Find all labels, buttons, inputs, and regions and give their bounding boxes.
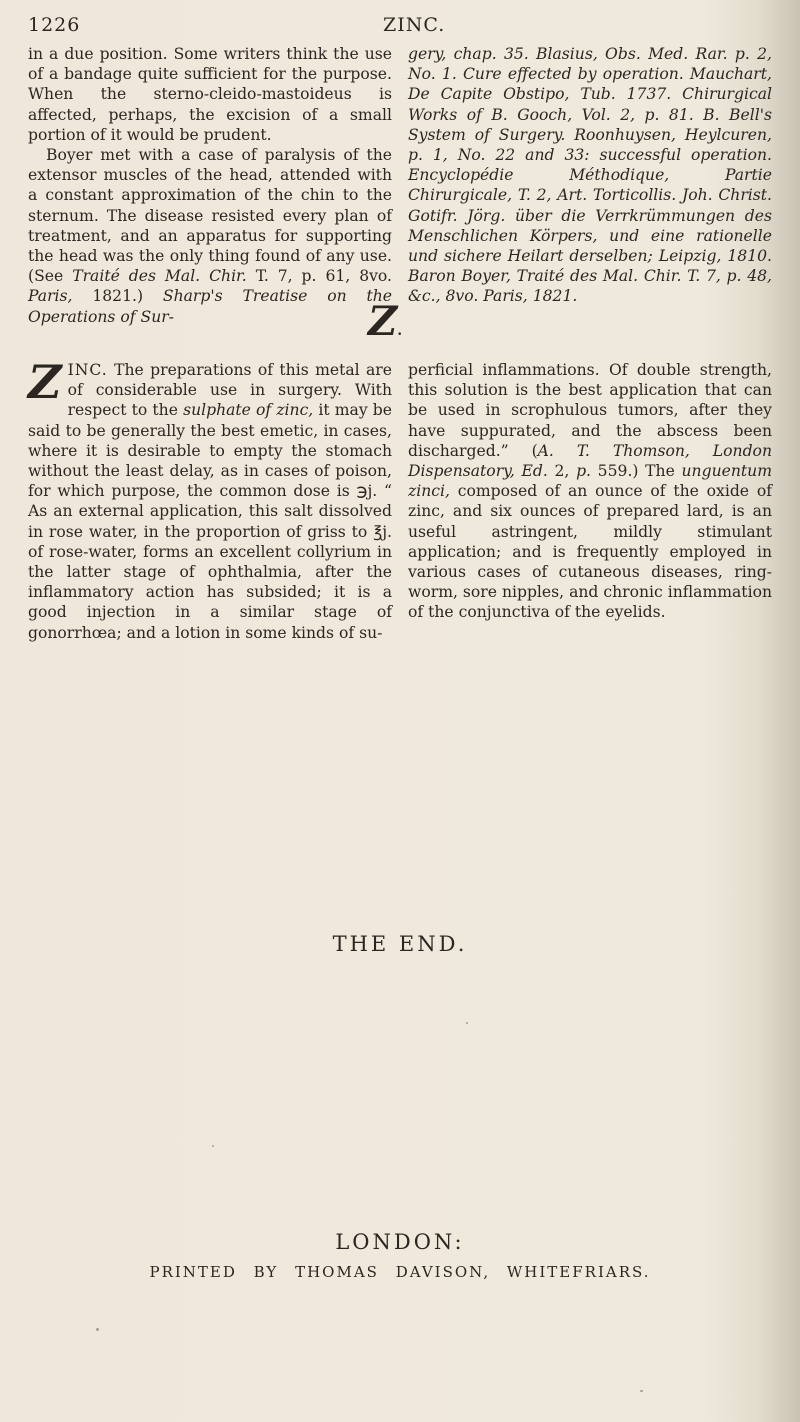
imprint-printer: PRINTED BY THOMAS DAVISON, WHITEFRIARS. — [149, 1263, 651, 1281]
references-paragraph: gery, chap. 35. Blasius, Obs. Med. Rar. p. 2, No. 1. Cure effected by operation. Mauchart, De Capite Obstipo, Tub. 1737. Chirurgical Works of B. Gooch, Vol. 2, p. 81. B. Bell's System of Surgery. Roonhuysen, Heylcuren, p. 1, No. 22 and 33: successful operation. Encyclopédie Méthodique, Partie Chirurgicale, T. 2, Art. Torticollis. Joh. Christ. Gotifr. Jörg. über die Verrkrümmungen des Menschlichen Körpers, und eine rationelle und sichere Heilart derselben; Leipzig, 1810. Baron Boyer, Traité des Mal. Chir. T. 7, p. 48, &c., 8vo. Paris, 1821. — [408, 45, 772, 306]
boyer-text-a: Boyer met with a case of paralysis of the extensor muscles of the head, attended with a constant approximation of the chin to the sternum. The disease resisted every plan of treatment, and an apparatus for supporting the head was the only thing found of any use. (See — [28, 146, 392, 286]
section-letter-glyph: Z — [368, 298, 398, 345]
zinc-r-text-1: perficial inflammations. Of double strength, this solution is the best application that can be used in scrophulous tumors, after they have suppurated, and the abscess been discharged.” ( — [408, 361, 772, 460]
sulphate-of-zinc: sulphate of zinc, — [183, 401, 314, 420]
section-letter-dot: . — [397, 323, 403, 339]
sharp-citation: Sharp's Treatise on the Operations of Sur- — [28, 287, 393, 326]
entry-headword: INC. — [67, 361, 108, 379]
paper-speck — [640, 1390, 643, 1392]
paragraph-bandage: in a due position. Some writers think the use of a bandage quite sufficient for the purpose. When the sterno-cleido-mastoideus is affected, perhaps, the excision of a small portion of it would be prudent. — [28, 45, 392, 144]
zinc-entry-left-column — [28, 355, 392, 643]
zinc-r-text-7: composed of an ounce of the oxide of zinc, and six ounces of prepared lard, is an useful astringent, mildly stimulant application; and is frequently employed in various cases of cutaneous diseases, ring-worm, sore nipples, and chronic inflammation of the conjunctiva of the eyelids. — [408, 482, 772, 622]
running-title: ZINC. — [383, 14, 446, 36]
section-letter — [368, 298, 402, 345]
zinc-r-text-5: 559.) The — [591, 462, 682, 481]
zinc-r-text-3: 2, — [547, 462, 577, 481]
page-abbrev: p. — [576, 462, 592, 481]
zinc-text-1: The preparations of this metal are of considerable use in surgery. With respect to the — [67, 361, 392, 420]
zinc-text-3: it may be said to be generally the best emetic, in cases, where it is desirable to empty the stomach without the least delay, as in cases of poison, for which purpose, the common dose is ℈j. “ As an external application, this salt dissolved in rose water, in the proportion of griss to ℥j. of rose-water, forms an excellent collyrium in the latter stage of ophthalmia, after the inflammatory action has subsided; it is a good injection in a similar stage of gonorrhœa; and a lotion in some kinds of su- — [28, 401, 392, 642]
imprint-city: LONDON: — [335, 1230, 465, 1254]
boyer-citation-place: Paris, — [28, 287, 73, 306]
paragraph-boyer — [28, 145, 392, 327]
boyer-text-e: 1821.) — [72, 287, 163, 306]
top-left-column — [28, 44, 392, 327]
paper-speck — [466, 1022, 468, 1024]
the-end: THE END. — [332, 932, 468, 956]
zinc-entry-right-column — [408, 360, 772, 623]
boyer-citation-title: Traité des Mal. Chir. — [72, 267, 247, 286]
paper-speck — [96, 1328, 99, 1331]
drop-cap: Z — [28, 355, 62, 409]
boyer-text-c: T. 7, p. 61, 8vo. — [246, 267, 392, 286]
thomson-citation: A. T. Thomson, London Dispensatory, Ed. — [408, 441, 772, 481]
zinc-entry-continuation — [408, 360, 772, 623]
paper-speck — [212, 1145, 214, 1147]
page-number: 1226 — [28, 14, 81, 36]
page-header — [28, 14, 768, 42]
top-right-column — [408, 44, 772, 307]
unguentum-zinci: unguentum zinci, — [408, 462, 772, 501]
zinc-entry-paragraph — [28, 355, 392, 643]
